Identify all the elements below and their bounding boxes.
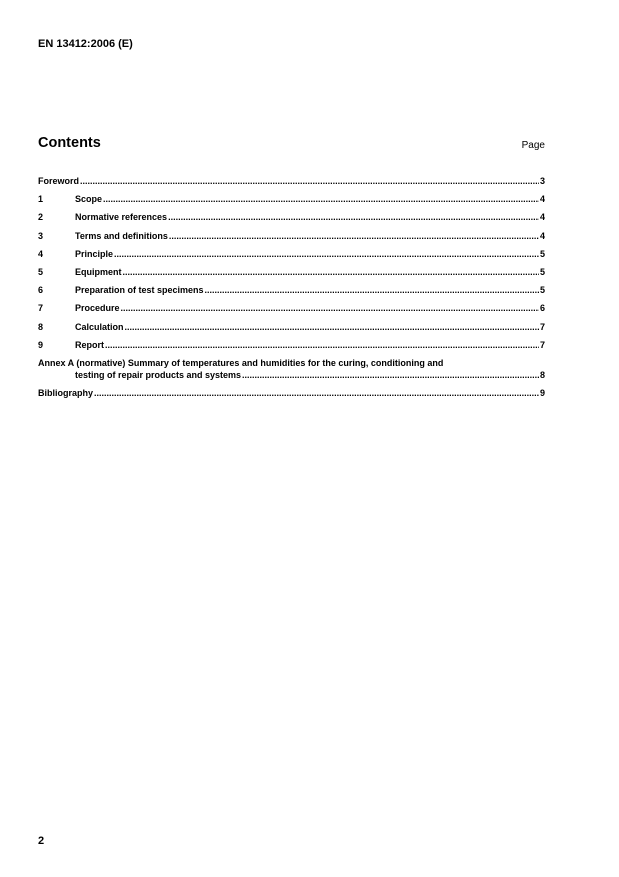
toc-entry-title: Calculation [75,321,124,332]
toc-entry-page: 3 [539,176,545,186]
contents-title: Contents [38,135,101,151]
toc-entry-page: 8 [539,369,545,380]
toc-entry-page: 4 [539,212,545,223]
toc-entry-page: 7 [539,321,545,332]
toc-entry-number: 6 [38,285,44,296]
toc-entry-number: 1 [38,194,44,205]
toc-entry-normative-references[interactable] [38,211,545,229]
dot-leader [80,175,539,187]
dot-leader [123,266,539,278]
dot-leader [205,284,539,296]
toc-entry-title: Bibliography [38,387,94,398]
toc-entry-foreword[interactable] [38,175,545,193]
document-header: EN 13412:2006 (E) [38,38,133,50]
toc-entry-page: 6 [539,303,545,314]
annex-title-line2-row [38,369,545,381]
toc-entry-page: 4 [539,230,545,241]
toc-entry-principle[interactable] [38,248,545,266]
toc-entry-title: Procedure [75,303,120,314]
table-of-contents [38,175,545,405]
toc-entry-report[interactable] [38,339,545,357]
page-column-label: Page [521,140,545,151]
toc-entry-number: 7 [38,303,44,314]
toc-entry-scope[interactable] [38,193,545,211]
annex-title-line2: testing of repair products and systems [75,369,242,380]
annex-title-line1: Annex A (normative) Summary of temperatures and humidities for the curing, conditioning and [38,357,444,368]
toc-entry-title: Report [75,339,104,350]
toc-entry-number: 3 [38,230,44,241]
toc-entry-page: 5 [539,248,545,259]
toc-entry-title: Preparation of test specimens [75,285,204,296]
toc-entry-equipment[interactable] [38,266,545,284]
dot-leader [169,230,539,242]
dot-leader [103,193,539,205]
toc-entry-number: 9 [38,339,44,350]
toc-entry-terms-and-definitions[interactable] [38,230,545,248]
dot-leader [114,248,539,260]
toc-entry-preparation-of-test-specimens[interactable] [38,284,545,302]
toc-entry-title: Foreword [38,176,80,186]
toc-entry-number: 8 [38,321,44,332]
toc-entry-number: 4 [38,248,44,259]
toc-entry-page: 5 [539,266,545,277]
toc-entry-page: 5 [539,285,545,296]
dot-leader [121,302,539,314]
toc-entry-title: Scope [75,194,103,205]
toc-entry-page: 4 [539,194,545,205]
dot-leader [168,211,539,223]
toc-entry-number: 5 [38,266,44,277]
dot-leader [242,369,539,381]
toc-entry-annex-a[interactable] [38,357,545,387]
toc-entry-title: Terms and definitions [75,230,168,241]
toc-entry-calculation[interactable] [38,321,545,339]
toc-entry-title: Normative references [75,212,168,223]
toc-entry-number: 2 [38,212,44,223]
dot-leader [105,339,539,351]
toc-entry-procedure[interactable] [38,302,545,320]
toc-entry-page: 7 [539,339,545,350]
toc-entry-title: Equipment [75,266,122,277]
toc-entry-page: 9 [539,387,545,398]
toc-entry-bibliography[interactable] [38,387,545,405]
footer-page-number: 2 [38,835,45,847]
toc-entry-title: Principle [75,248,114,259]
dot-leader [94,387,539,399]
dot-leader [125,321,539,333]
